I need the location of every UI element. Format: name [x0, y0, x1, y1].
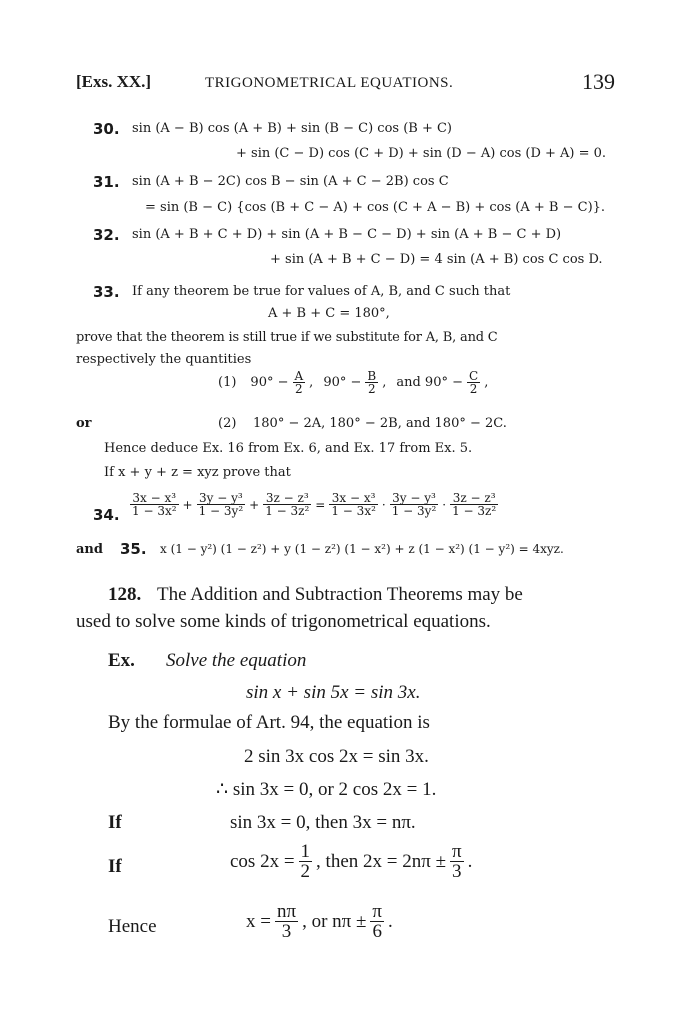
example-label: Ex. [108, 650, 135, 671]
or-word: or [76, 416, 92, 431]
exercise-31-line-1: sin (A + B − 2C) cos B − sin (A + C − 2B) cos C [132, 174, 449, 189]
if2-mid: , then 2x = 2nπ ± [316, 850, 446, 872]
exercise-32-line-1: sin (A + B + C + D) + sin (A + B − C − D) + sin (A + B − C + D) [132, 227, 562, 242]
exercise-31-number: 31. [93, 173, 120, 191]
hence-label: Hence [108, 916, 157, 937]
pi-third-num: π [452, 841, 462, 862]
dot-sign: · [442, 497, 447, 512]
fraction-x-rhs-num: 3x − x³ [329, 492, 378, 505]
exercise-33-line-4: respectively the quantities [76, 352, 252, 367]
half-num: 1 [300, 841, 311, 862]
q1-b: 90° − [323, 375, 362, 390]
fraction-x-rhs [329, 492, 378, 517]
exercise-30-line-1: sin (A − B) cos (A + B) + sin (B − C) cos (B + C) [132, 121, 452, 136]
q1-label: (1) [218, 375, 237, 390]
fraction-x-rhs-den: 1 − 3x² [331, 504, 376, 518]
n-pi-third-num: nπ [276, 901, 297, 922]
fraction-z-den: 1 − 3z² [265, 504, 310, 518]
if2-period: . [467, 850, 473, 872]
equals-sign: = [315, 497, 326, 512]
if2-lhs: cos 2x = [230, 850, 295, 872]
fraction-y-num: 3y − y³ [197, 492, 246, 505]
fraction-y [197, 492, 246, 517]
page-number: 139 [582, 69, 615, 94]
exercise-32-number: 32. [93, 226, 120, 244]
exercise-33-number: 33. [93, 283, 120, 301]
exercise-34-number: 34. [93, 506, 120, 524]
fraction-x-den: 1 − 3x² [132, 504, 177, 518]
q1-a-fraction [293, 370, 306, 395]
and-word: and [76, 542, 103, 557]
exercise-32-line-2: + sin (A + B + C − D) = 4 sin (A + B) cos C cos D. [270, 252, 603, 267]
article-number: 128. [108, 584, 142, 605]
exercise-33-line-1: If any theorem be true for values of A, B, and C such that [132, 284, 511, 299]
deduce-line: Hence deduce Ex. 16 from Ex. 6, and Ex. 17 from Ex. 5. [104, 441, 473, 456]
equation-product: 2 sin 3x cos 2x = sin 3x. [244, 746, 429, 767]
plus-sign: + [182, 497, 193, 512]
q1-b-fraction [365, 370, 378, 395]
running-head: [Exs. XX.] [76, 72, 152, 91]
dot-sign: · [381, 497, 386, 512]
if-label-1: If [108, 812, 122, 833]
pi-sixth-num: π [372, 901, 383, 922]
article-line-2: used to solve some kinds of trigonometrical equations. [76, 611, 491, 632]
if-equation-2 [230, 842, 472, 881]
fraction-y-den: 1 − 3y² [198, 504, 244, 518]
pi-sixth-fraction [370, 902, 384, 941]
q2-label: (2) [218, 416, 237, 431]
n-pi-third-fraction [275, 902, 298, 941]
q1-and: and 90° − [396, 375, 464, 390]
if-equation-1: sin 3x = 0, then 3x = nπ. [230, 812, 416, 833]
fraction-x [130, 492, 179, 517]
fraction-y-rhs [390, 492, 439, 517]
pi-sixth-den: 6 [372, 921, 382, 942]
if-line: If x + y + z = xyz prove that [104, 465, 291, 480]
article-line-1: The Addition and Subtraction Theorems may be [157, 584, 523, 605]
half-fraction [299, 842, 313, 881]
q1-c-fraction [467, 370, 480, 395]
therefore-line: ∴ sin 3x = 0, or 2 cos 2x = 1. [216, 779, 437, 800]
exercise-35-text: x (1 − y²) (1 − z²) + y (1 − z²) (1 − x²) + z (1 − x²) (1 − y²) = 4xyz. [160, 542, 564, 556]
fraction-z [263, 492, 311, 517]
if-label-2: If [108, 856, 122, 877]
hence-equation [246, 902, 393, 941]
fraction-z-rhs-den: 1 − 3z² [452, 504, 497, 518]
hence-mid: , or nπ ± [302, 910, 367, 932]
fraction-z-rhs [450, 492, 498, 517]
q1-a-den: 2 [295, 382, 303, 396]
exercise-33-line-3: prove that the theorem is still true if we substitute for A, B, and C [76, 330, 498, 345]
by-formulae-line: By the formulae of Art. 94, the equation is [108, 712, 430, 733]
page-title: TRIGONOMETRICAL EQUATIONS. [205, 75, 454, 91]
q2-text: 180° − 2A, 180° − 2B, and 180° − 2C. [253, 416, 507, 431]
q1-c-num: C [469, 369, 479, 383]
q1-a: 90° − [250, 375, 289, 390]
exercise-33-line-2: A + B + C = 180°, [268, 306, 390, 321]
hence-period: . [388, 910, 393, 932]
exercise-31-line-2: = sin (B − C) {cos (B + C − A) + cos (C + A − B) + cos (A + B − C)}. [145, 200, 606, 215]
pi-third-den: 3 [452, 861, 462, 882]
q1-b-num: B [367, 369, 377, 383]
pi-third-fraction [450, 842, 464, 881]
fraction-z-num: 3z − z³ [263, 492, 311, 505]
half-den: 2 [300, 861, 311, 882]
q1-c-den: 2 [469, 382, 478, 396]
quantities-1: (1) 90° − $\frac{A}{2}$ , 90° − $\frac{B}{2}$ , and 90° − $\frac{C}{2}$ , [218, 369, 489, 396]
fraction-y-rhs-den: 1 − 3y² [391, 504, 437, 518]
plus-sign: + [249, 497, 260, 512]
example-equation: sin x + sin 5x = sin 3x. [246, 682, 421, 703]
exercise-30-line-2: + sin (C − D) cos (C + D) + sin (D − A) cos (D + A) = 0. [236, 146, 607, 161]
exercise-34-equation [130, 492, 498, 517]
fraction-z-rhs-num: 3z − z³ [450, 492, 498, 505]
exercise-30-number: 30. [93, 120, 120, 138]
fraction-y-rhs-num: 3y − y³ [390, 492, 439, 505]
q1-b-den: 2 [367, 382, 376, 396]
n-pi-third-den: 3 [281, 921, 292, 942]
hence-lhs: x = [246, 910, 271, 932]
fraction-x-num: 3x − x³ [130, 492, 179, 505]
example-task: Solve the equation [166, 650, 307, 671]
exercise-35-number: 35. [120, 540, 147, 558]
q1-a-num: A [294, 369, 304, 383]
